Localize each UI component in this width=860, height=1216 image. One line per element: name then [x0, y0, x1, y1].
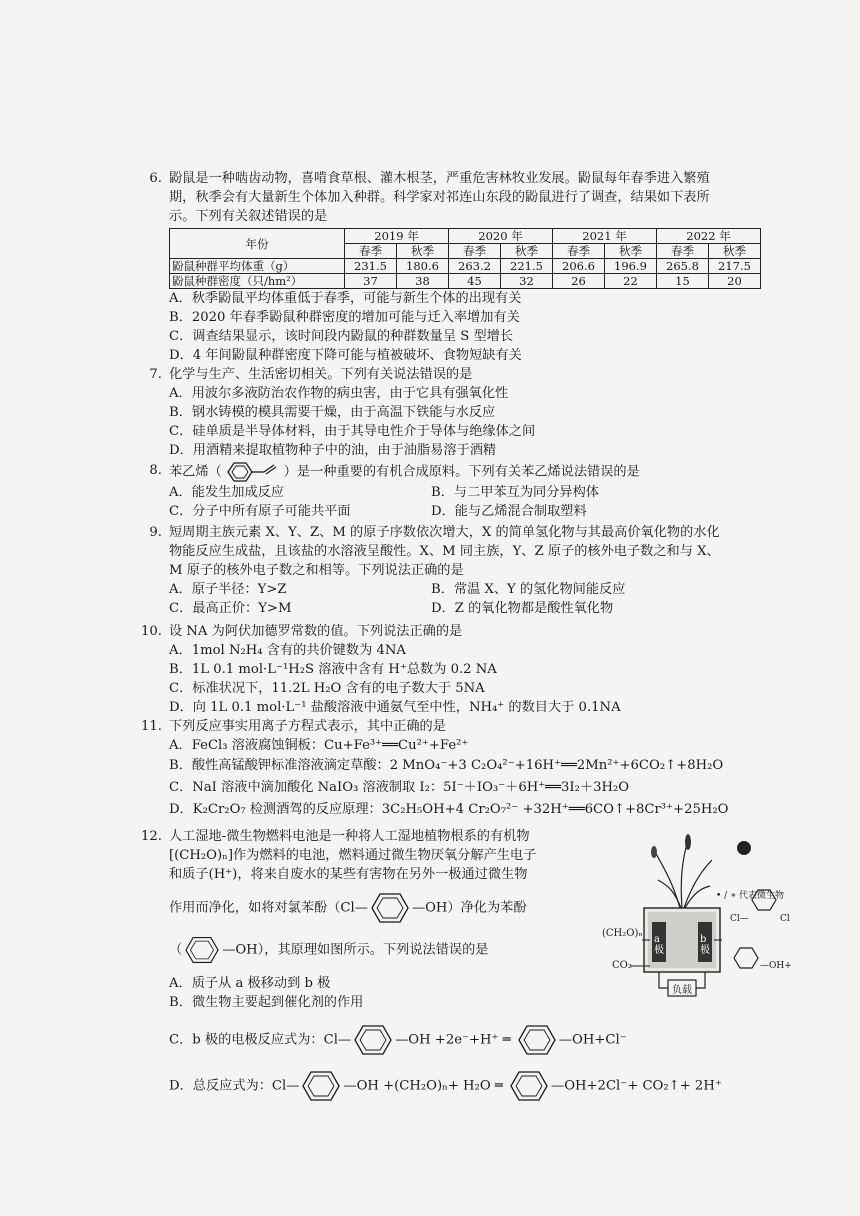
option-c: C．分子中所有原子可能共平面 — [169, 504, 351, 519]
electrode-b-label: b极 — [700, 934, 710, 956]
year-header: 2021 年 — [553, 229, 657, 244]
survey-table — [169, 228, 761, 289]
question-7 — [142, 365, 782, 460]
question-8 — [142, 461, 782, 521]
option-b: B．与二甲苯互为同分异构体 — [431, 485, 599, 500]
question-9 — [142, 523, 782, 618]
table-row — [170, 274, 761, 289]
season-header: 秋季 — [501, 244, 553, 259]
option-c: C．调查结果显示，该时间段内鼢鼠的种群数量呈 S 型增长 — [169, 329, 514, 344]
option-d: D．4 年间鼢鼠种群密度下降可能与植被破坏、食物短缺有关 — [169, 348, 522, 363]
question-number: 9. — [149, 525, 162, 540]
option-d: D．Z 的氧化物都是酸性氧化物 — [431, 601, 614, 616]
season-header: 春季 — [449, 244, 501, 259]
row-label: 鼢鼠种群平均体重（g） — [170, 259, 345, 274]
table-cell: 221.5 — [501, 259, 553, 274]
figure-legend: • / ∗ 代表微生物 — [716, 891, 785, 901]
benzene-ring-icon — [368, 890, 412, 926]
electrode-a-label: a极 — [654, 934, 664, 956]
styrene-structure-icon — [222, 461, 284, 483]
season-header: 秋季 — [397, 244, 449, 259]
option-a: A．用波尔多液防治农作物的病虫害，由于它具有强氧化性 — [169, 386, 509, 401]
table-cell: 37 — [345, 274, 397, 289]
table-cell: 231.5 — [345, 259, 397, 274]
fuel-cell-diagram — [602, 830, 802, 1010]
table-cell: 32 — [501, 274, 553, 289]
figure-left-label: (CH₂O)ₙ — [602, 928, 643, 939]
year-header: 2019 年 — [345, 229, 449, 244]
question-number: 7. — [149, 367, 162, 382]
benzene-ring-icon — [351, 1022, 395, 1058]
season-header: 春季 — [657, 244, 709, 259]
option-d: D．能与乙烯混合制取塑料 — [431, 504, 587, 519]
year-header: 2022 年 — [657, 229, 761, 244]
question-stem: 人工湿地-微生物燃料电池是一种将人工湿地植物根系的有机物 [(CH₂O)ₙ]作为燃料的电池，燃料通过微生物厌氧分解产生电子 和质子(H⁺)，将来自废水的某些有害物在另外一极通过微生物 作用而净化，如将对氯苯酚（Cl— —OH）净化为苯酚 （ —OH），其原理如图所示。下列说法错误的是 — [169, 827, 592, 966]
question-number: 10. — [141, 624, 162, 639]
question-11 — [142, 717, 782, 821]
option-d: D．K₂Cr₂O₇ 检测酒驾的反应原理：3C₂H₅OH+4 Cr₂O₇²⁻ +32H⁺══6CO↑+8Cr³⁺+25H₂O — [169, 802, 729, 817]
question-stem: 鼢鼠是一种啮齿动物，喜啃食草根、灌木根茎，严重危害林牧业发展。鼢鼠每年春季进入繁殖 期，秋季会有大量新生个体加入种群。科学家对祁连山东段的鼢鼠进行了调查，结果如下表所 示。下列有关叙述错误的是 — [169, 171, 710, 224]
season-header: 秋季 — [605, 244, 657, 259]
question-number: 8. — [149, 463, 162, 478]
co2-label: CO₂ — [612, 960, 632, 971]
year-header: 2020 年 — [449, 229, 553, 244]
table-cell: 22 — [605, 274, 657, 289]
table-cell: 206.6 — [553, 259, 605, 274]
option-d: D．用酒精来提取植物种子中的油，由于油脂易溶于酒精 — [169, 443, 497, 458]
option-b: B．2020 年春季鼢鼠种群密度的增加可能与迁入率增加有关 — [169, 310, 520, 325]
season-header: 春季 — [345, 244, 397, 259]
question-number: 6. — [149, 171, 162, 186]
season-header: 春季 — [553, 244, 605, 259]
figure-oh-label: —OH+ — [760, 961, 792, 971]
figure-cl-label: Cl— — [730, 914, 749, 924]
plant-icon — [654, 840, 712, 908]
question-stem: 下列反应事实用离子方程式表示，其中正确的是 — [169, 719, 446, 734]
table-cell: 45 — [449, 274, 501, 289]
table-cell: 180.6 — [397, 259, 449, 274]
option-c: C．b 极的电极反应式为：Cl— —OH +2e⁻+H⁺ ═ —OH+Cl⁻ — [169, 1022, 592, 1058]
option-b: B．常温 X、Y 的氢化物间能反应 — [431, 582, 626, 597]
question-stem: 短周期主族元素 X、Y、Z、M 的原子序数依次增大，X 的简单氢化物与其最高价氧化物的水化 物能反应生成盐，且该盐的水溶液呈酸性。X、M 同主族，Y、Z 原子的核外电子数之和与 X、 M 原子的核外电子数之和相等。下列说法正确的是 — [169, 525, 720, 578]
benzene-ring-icon — [299, 1068, 343, 1104]
benzene-ring-icon — [515, 1022, 559, 1058]
question-stem: 化学与生产、生活密切相关。下列有关说法错误的是 — [169, 367, 473, 382]
table-header-label: 年份 — [170, 229, 345, 259]
benzene-ring-icon — [507, 1068, 551, 1104]
row-label: 鼢鼠种群密度（只/hm²） — [170, 274, 345, 289]
option-c: C．标准状况下，11.2L H₂O 含有的电子数大于 5NA — [169, 681, 485, 696]
benzene-ring-icon — [182, 934, 222, 966]
option-a: A．FeCl₃ 溶液腐蚀铜板：Cu+Fe³⁺══Cu²⁺+Fe²⁺ — [169, 738, 469, 753]
option-b: B．钢水铸模的模具需要干燥，由于高温下铁能与水反应 — [169, 405, 496, 420]
table-cell: 263.2 — [449, 259, 501, 274]
season-header: 秋季 — [709, 244, 761, 259]
option-d: D．向 1L 0.1 mol·L⁻¹ 盐酸溶液中通氨气至中性，NH₄⁺ 的数目大于 0.1NA — [169, 700, 621, 715]
table-cell: 15 — [657, 274, 709, 289]
table-row — [170, 259, 761, 274]
question-number: 12. — [141, 829, 162, 844]
question-stem: 苯乙烯（ ）是一种重要的有机合成原料。下列有关苯乙烯说法错误的是 — [169, 461, 782, 483]
question-10 — [142, 622, 782, 717]
option-b: B．酸性高锰酸钾标准溶液滴定草酸：2 MnO₄⁻+3 C₂O₄²⁻+16H⁺══2Mn²⁺+6CO₂↑+8H₂O — [169, 758, 724, 773]
table-cell: 217.5 — [709, 259, 761, 274]
option-a: A．能发生加成反应 — [169, 485, 285, 500]
question-number: 11. — [141, 719, 162, 734]
table-cell: 265.8 — [657, 259, 709, 274]
wetland-cell-illustration — [602, 830, 802, 1010]
option-c: C．最高正价：Y>M — [169, 601, 292, 616]
question-6 — [142, 169, 782, 365]
option-c: C．硅单质是半导体材料，由于其导电性介于导体与绝缘体之间 — [169, 424, 536, 439]
question-stem: 设 NA 为阿伏加德罗常数的值。下列说法正确的是 — [169, 624, 463, 639]
option-b: B．1L 0.1 mol·L⁻¹H₂S 溶液中含有 H⁺总数为 0.2 NA — [169, 662, 497, 677]
option-a: A．秋季鼢鼠平均体重低于春季，可能与新生个体的出现有关 — [169, 291, 522, 306]
option-b: B．微生物主要起到催化剂的作用 — [169, 995, 364, 1010]
option-c: C．NaI 溶液中滴加酸化 NaIO₃ 溶液制取 I₂：5I⁻＋IO₃⁻＋6H⁺══3I₂＋3H₂O — [169, 780, 630, 795]
table-cell: 20 — [709, 274, 761, 289]
table-cell: 38 — [397, 274, 449, 289]
option-a: A．质子从 a 极移动到 b 极 — [169, 976, 331, 991]
table-cell: 26 — [553, 274, 605, 289]
figure-cl-end: Cl — [780, 914, 790, 924]
option-d: D．总反应式为：Cl— —OH +(CH₂O)ₙ+ H₂O ═ —OH+2Cl⁻+ CO₂↑+ 2H⁺ — [169, 1068, 592, 1104]
option-a: A．原子半径：Y>Z — [169, 582, 287, 597]
microbe-icon — [737, 841, 751, 855]
load-label: 负载 — [672, 985, 692, 996]
option-a: A．1mol N₂H₄ 含有的共价键数为 4NA — [169, 643, 406, 658]
table-cell: 196.9 — [605, 259, 657, 274]
